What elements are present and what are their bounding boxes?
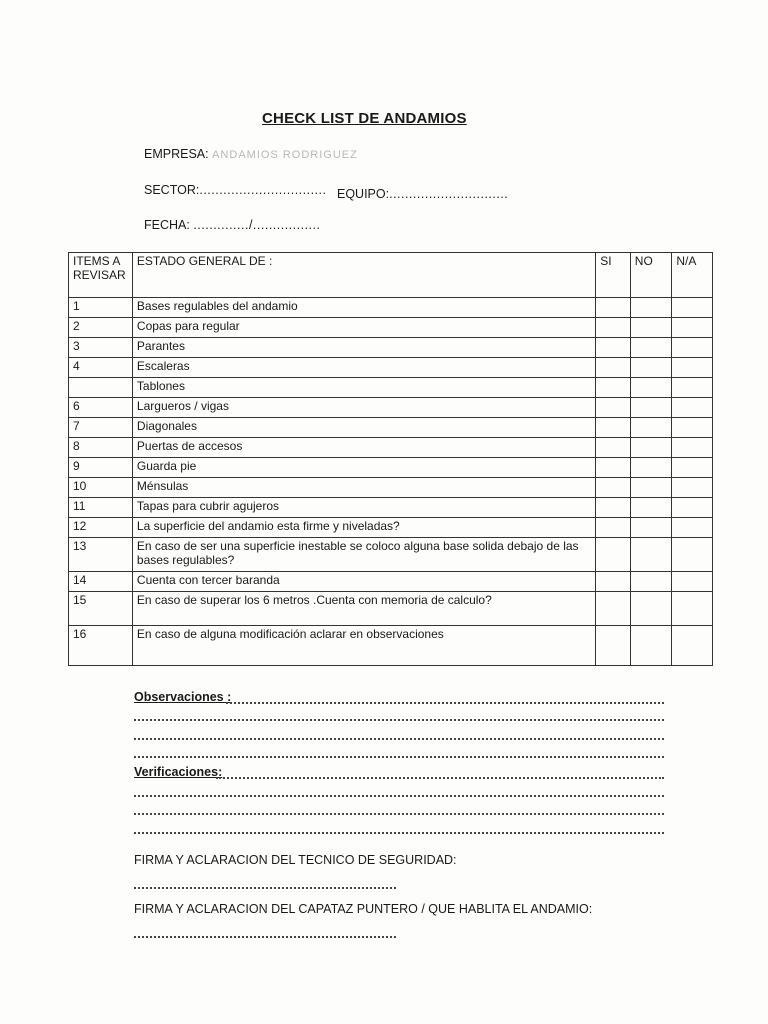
row-text: En caso de alguna modificación aclarar en observaciones xyxy=(132,626,595,666)
cell-si[interactable] xyxy=(596,498,631,518)
row-text: Escaleras xyxy=(132,358,595,378)
cell-si[interactable] xyxy=(596,626,631,666)
cell-na[interactable] xyxy=(672,572,713,592)
cell-na[interactable] xyxy=(672,478,713,498)
row-text: Puertas de accesos xyxy=(132,438,595,458)
cell-na[interactable] xyxy=(672,498,713,518)
row-text: Bases regulables del andamio xyxy=(132,298,595,318)
cell-no[interactable] xyxy=(630,572,672,592)
table-row xyxy=(69,318,713,338)
table-row xyxy=(69,418,713,438)
verificaciones-line[interactable] xyxy=(134,831,664,834)
row-text: Largueros / vigas xyxy=(132,398,595,418)
observaciones-text: Observaciones : xyxy=(134,690,232,704)
empresa-value: ANDAMIOS RODRIGUEZ xyxy=(212,149,358,161)
empresa-line xyxy=(144,147,358,161)
observaciones-line[interactable] xyxy=(134,755,664,758)
table-row xyxy=(69,592,713,626)
table-row xyxy=(69,458,713,478)
row-number: 15 xyxy=(69,592,133,626)
verificaciones-line[interactable] xyxy=(134,812,664,815)
row-number: 13 xyxy=(69,538,133,572)
cell-si[interactable] xyxy=(596,318,631,338)
cell-si[interactable] xyxy=(596,538,631,572)
observaciones-label xyxy=(134,690,231,704)
row-number: 2 xyxy=(69,318,133,338)
verificaciones-line[interactable] xyxy=(134,794,664,797)
row-number: 1 xyxy=(69,298,133,318)
header-si: SI xyxy=(596,253,631,298)
firma-capataz-line[interactable] xyxy=(134,935,396,938)
cell-na[interactable] xyxy=(672,418,713,438)
verificaciones-text: Verificaciones: xyxy=(134,765,223,779)
observaciones-line[interactable] xyxy=(226,701,664,704)
fecha-label: FECHA: xyxy=(144,218,190,232)
cell-no[interactable] xyxy=(630,458,672,478)
cell-si[interactable] xyxy=(596,438,631,458)
header-estado: ESTADO GENERAL DE : xyxy=(132,253,595,298)
verificaciones-label xyxy=(134,765,222,779)
cell-si[interactable] xyxy=(596,518,631,538)
equipo-line xyxy=(337,187,508,201)
cell-si[interactable] xyxy=(596,418,631,438)
checklist-table xyxy=(68,252,713,666)
cell-na[interactable] xyxy=(672,378,713,398)
row-number: 7 xyxy=(69,418,133,438)
table-row xyxy=(69,498,713,518)
table-row xyxy=(69,478,713,498)
cell-no[interactable] xyxy=(630,518,672,538)
cell-no[interactable] xyxy=(630,318,672,338)
row-number: 3 xyxy=(69,338,133,358)
row-text: Cuenta con tercer baranda xyxy=(132,572,595,592)
cell-na[interactable] xyxy=(672,518,713,538)
row-text: En caso de superar los 6 metros .Cuenta con memoria de calculo? xyxy=(132,592,595,626)
header-no: NO xyxy=(630,253,672,298)
table-row xyxy=(69,626,713,666)
row-number: 12 xyxy=(69,518,133,538)
fecha-dots: ............../................. xyxy=(193,218,321,232)
firma-capataz-label: FIRMA Y ACLARACION DEL CAPATAZ PUNTERO / QUE HABLITA EL ANDAMIO: xyxy=(134,902,593,916)
cell-na[interactable] xyxy=(672,458,713,478)
table-header-row xyxy=(69,253,713,298)
observaciones-line[interactable] xyxy=(134,737,664,740)
equipo-label: EQUIPO: xyxy=(337,187,390,201)
empresa-label: EMPRESA: xyxy=(144,147,209,161)
cell-no[interactable] xyxy=(630,298,672,318)
row-number: 6 xyxy=(69,398,133,418)
row-text: Diagonales xyxy=(132,418,595,438)
row-text: Tapas para cubrir agujeros xyxy=(132,498,595,518)
row-text: La superficie del andamio esta firme y niveladas? xyxy=(132,518,595,538)
row-number: 11 xyxy=(69,498,133,518)
cell-na[interactable] xyxy=(672,438,713,458)
row-number: 16 xyxy=(69,626,133,666)
cell-si[interactable] xyxy=(596,458,631,478)
row-number: 4 xyxy=(69,358,133,378)
cell-na[interactable] xyxy=(672,318,713,338)
cell-si[interactable] xyxy=(596,592,631,626)
firma-tecnico-line[interactable] xyxy=(134,886,396,889)
cell-no[interactable] xyxy=(630,418,672,438)
cell-si[interactable] xyxy=(596,378,631,398)
cell-na[interactable] xyxy=(672,398,713,418)
row-number: 14 xyxy=(69,572,133,592)
cell-na[interactable] xyxy=(672,626,713,666)
row-text: Parantes xyxy=(132,338,595,358)
cell-no[interactable] xyxy=(630,478,672,498)
cell-no[interactable] xyxy=(630,358,672,378)
header-na: N/A xyxy=(672,253,713,298)
table-row xyxy=(69,572,713,592)
cell-no[interactable] xyxy=(630,626,672,666)
cell-si[interactable] xyxy=(596,298,631,318)
cell-si[interactable] xyxy=(596,338,631,358)
cell-si[interactable] xyxy=(596,478,631,498)
verificaciones-line[interactable] xyxy=(216,776,664,779)
row-text: Tablones xyxy=(132,378,595,398)
table-row xyxy=(69,358,713,378)
cell-no[interactable] xyxy=(630,378,672,398)
table-row xyxy=(69,378,713,398)
cell-na[interactable] xyxy=(672,358,713,378)
cell-si[interactable] xyxy=(596,398,631,418)
row-number xyxy=(69,378,133,398)
sector-dots: ................................ xyxy=(199,183,327,197)
row-text: Copas para regular xyxy=(132,318,595,338)
sector-line xyxy=(144,183,326,197)
row-text: Ménsulas xyxy=(132,478,595,498)
row-text: Guarda pie xyxy=(132,458,595,478)
document-title: CHECK LIST DE ANDAMIOS xyxy=(262,110,467,127)
cell-no[interactable] xyxy=(630,398,672,418)
row-number: 8 xyxy=(69,438,133,458)
cell-na[interactable] xyxy=(672,338,713,358)
cell-na[interactable] xyxy=(672,538,713,572)
table-row xyxy=(69,398,713,418)
sector-label: SECTOR: xyxy=(144,183,200,197)
cell-no[interactable] xyxy=(630,338,672,358)
cell-no[interactable] xyxy=(630,498,672,518)
header-items: ITEMS A REVISAR xyxy=(69,253,133,298)
table-row xyxy=(69,338,713,358)
observaciones-line[interactable] xyxy=(134,718,664,721)
cell-na[interactable] xyxy=(672,592,713,626)
equipo-dots: .............................. xyxy=(389,187,509,201)
cell-no[interactable] xyxy=(630,438,672,458)
fecha-line xyxy=(144,218,320,232)
cell-no[interactable] xyxy=(630,592,672,626)
row-text: En caso de ser una superficie inestable se coloco alguna base solida debajo de las bases regulables? xyxy=(132,538,595,572)
table-row xyxy=(69,298,713,318)
firma-tecnico-label: FIRMA Y ACLARACION DEL TECNICO DE SEGURIDAD: xyxy=(134,853,457,867)
table-row xyxy=(69,538,713,572)
cell-no[interactable] xyxy=(630,538,672,572)
cell-si[interactable] xyxy=(596,572,631,592)
table-row xyxy=(69,438,713,458)
row-number: 9 xyxy=(69,458,133,478)
cell-si[interactable] xyxy=(596,358,631,378)
cell-na[interactable] xyxy=(672,298,713,318)
table-row xyxy=(69,518,713,538)
row-number: 10 xyxy=(69,478,133,498)
